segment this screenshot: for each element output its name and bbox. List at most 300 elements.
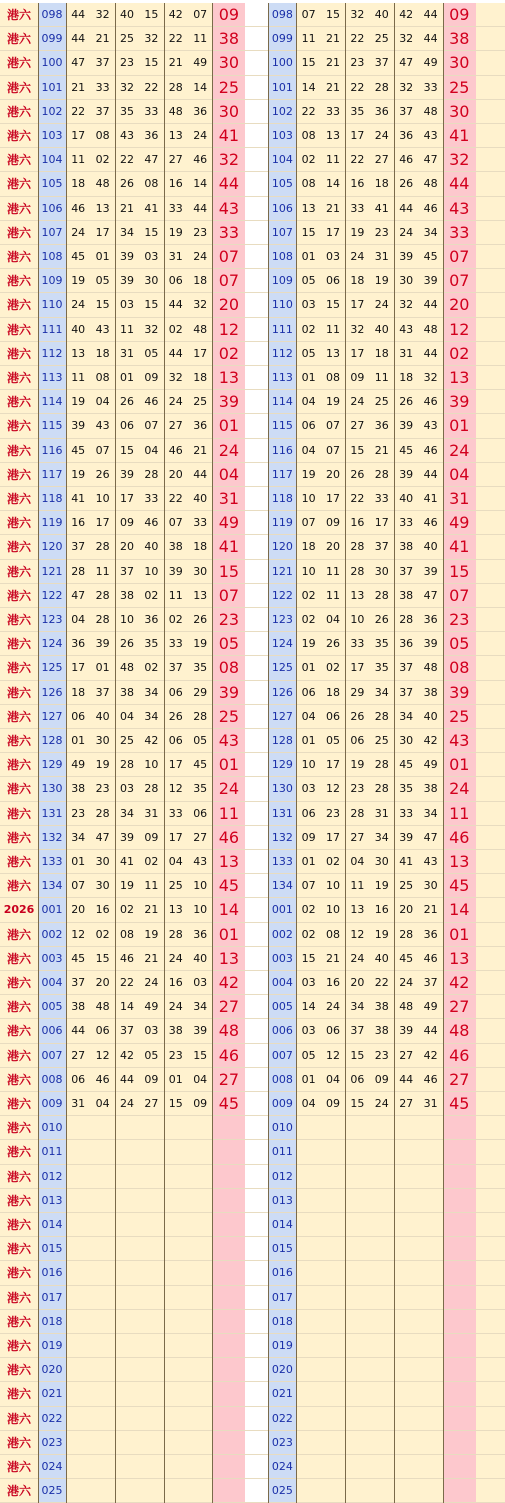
issue-number: 002 — [38, 923, 66, 947]
column-gap — [245, 923, 268, 947]
side-margin — [476, 898, 505, 922]
left-number: 03 — [139, 1019, 163, 1043]
sorted-number: 43 — [418, 414, 442, 438]
issue-number: 020 — [38, 1358, 66, 1382]
sorted-number: 15 — [296, 51, 320, 75]
left-number: 31 — [139, 802, 163, 826]
sorted-number — [418, 1310, 442, 1334]
left-number: 38 — [115, 584, 139, 608]
sorted-number: 04 — [296, 705, 320, 729]
lottery-label: 港六 — [0, 923, 38, 947]
sorted-number: 26 — [321, 632, 345, 656]
sorted-number: 22 — [345, 148, 369, 172]
sorted-number: 34 — [394, 705, 418, 729]
sorted-number — [418, 1165, 442, 1189]
left-number: 21 — [164, 51, 188, 75]
issue-number: 003 — [38, 947, 66, 971]
sorted-number: 46 — [418, 1068, 442, 1092]
sorted-number: 40 — [418, 705, 442, 729]
issue-number: 126 — [38, 681, 66, 705]
left-number: 06 — [164, 681, 188, 705]
issue-number: 020 — [268, 1358, 296, 1382]
table-row — [0, 269, 505, 293]
sorted-number: 15 — [296, 221, 320, 245]
issue-number: 106 — [38, 197, 66, 221]
left-special-number: 04 — [212, 463, 245, 487]
left-number: 32 — [90, 3, 114, 27]
issue-number: 131 — [268, 802, 296, 826]
sorted-number: 37 — [394, 560, 418, 584]
table-row — [0, 487, 505, 511]
sorted-number: 44 — [418, 1019, 442, 1043]
right-special-number: 30 — [443, 100, 476, 124]
table-row — [0, 439, 505, 463]
sorted-number: 35 — [370, 656, 394, 680]
side-margin — [476, 947, 505, 971]
side-margin — [476, 826, 505, 850]
left-number: 11 — [90, 560, 114, 584]
issue-number: 105 — [268, 172, 296, 196]
left-number: 19 — [66, 463, 90, 487]
table-row — [0, 753, 505, 777]
issue-number: 012 — [38, 1165, 66, 1189]
right-special-number: 27 — [443, 1068, 476, 1092]
table-row — [0, 1310, 505, 1334]
left-number: 18 — [188, 269, 212, 293]
left-number: 39 — [164, 560, 188, 584]
sorted-number: 22 — [345, 27, 369, 51]
left-special-number — [212, 1165, 245, 1189]
sorted-number: 23 — [345, 51, 369, 75]
left-number: 44 — [66, 3, 90, 27]
left-number: 24 — [139, 971, 163, 995]
left-number: 48 — [115, 656, 139, 680]
left-number: 36 — [188, 414, 212, 438]
column-gap — [245, 608, 268, 632]
side-margin — [476, 27, 505, 51]
left-number: 35 — [139, 632, 163, 656]
left-number: 07 — [188, 3, 212, 27]
issue-number: 102 — [38, 100, 66, 124]
left-number: 04 — [188, 1068, 212, 1092]
issue-number: 115 — [268, 414, 296, 438]
sorted-number: 36 — [394, 632, 418, 656]
right-special-number: 13 — [443, 366, 476, 390]
sorted-number: 32 — [394, 27, 418, 51]
left-number: 48 — [188, 318, 212, 342]
left-number: 25 — [188, 390, 212, 414]
left-number — [66, 1116, 90, 1140]
sorted-number: 39 — [418, 560, 442, 584]
left-number — [164, 1286, 188, 1310]
sorted-number: 17 — [345, 656, 369, 680]
sorted-number: 38 — [418, 777, 442, 801]
lottery-label: 港六 — [0, 632, 38, 656]
table-row — [0, 1286, 505, 1310]
issue-number: 002 — [268, 923, 296, 947]
left-special-number: 24 — [212, 439, 245, 463]
issue-number: 118 — [38, 487, 66, 511]
sorted-number: 01 — [296, 850, 320, 874]
issue-number: 008 — [268, 1068, 296, 1092]
sorted-number: 10 — [321, 874, 345, 898]
left-number: 01 — [90, 245, 114, 269]
table-row — [0, 826, 505, 850]
sorted-number: 30 — [370, 560, 394, 584]
left-number — [188, 1140, 212, 1164]
column-gap — [245, 729, 268, 753]
left-number: 17 — [164, 753, 188, 777]
issue-number: 116 — [268, 439, 296, 463]
left-special-number: 46 — [212, 1044, 245, 1068]
left-special-number: 24 — [212, 777, 245, 801]
sorted-number: 48 — [418, 172, 442, 196]
issue-number: 128 — [268, 729, 296, 753]
sorted-number: 32 — [394, 76, 418, 100]
sorted-number — [370, 1116, 394, 1140]
left-number: 22 — [164, 487, 188, 511]
sorted-number — [345, 1116, 369, 1140]
sorted-number — [296, 1334, 320, 1358]
left-number — [115, 1479, 139, 1503]
right-special-number: 07 — [443, 584, 476, 608]
table-row — [0, 1189, 505, 1213]
left-number: 24 — [164, 947, 188, 971]
left-number: 44 — [164, 342, 188, 366]
left-number — [188, 1213, 212, 1237]
issue-number: 130 — [268, 777, 296, 801]
left-number: 10 — [115, 608, 139, 632]
column-gap — [245, 1455, 268, 1479]
sorted-number — [394, 1382, 418, 1406]
left-number: 40 — [188, 947, 212, 971]
left-number: 02 — [139, 656, 163, 680]
issue-number: 107 — [38, 221, 66, 245]
sorted-number: 26 — [370, 608, 394, 632]
issue-number: 010 — [268, 1116, 296, 1140]
left-number: 48 — [164, 100, 188, 124]
column-gap — [245, 1382, 268, 1406]
column-gap — [245, 27, 268, 51]
left-number: 21 — [139, 947, 163, 971]
issue-number: 132 — [268, 826, 296, 850]
sorted-number — [345, 1140, 369, 1164]
sorted-number: 20 — [394, 898, 418, 922]
left-number: 19 — [164, 221, 188, 245]
sorted-number — [321, 1116, 345, 1140]
right-special-number: 48 — [443, 1019, 476, 1043]
left-number: 27 — [164, 148, 188, 172]
left-number: 04 — [139, 439, 163, 463]
column-gap — [245, 1044, 268, 1068]
issue-number: 001 — [268, 898, 296, 922]
left-number: 10 — [139, 753, 163, 777]
left-number: 46 — [139, 511, 163, 535]
issue-number: 116 — [38, 439, 66, 463]
sorted-number: 49 — [418, 51, 442, 75]
sorted-number: 31 — [418, 1092, 442, 1116]
side-margin — [476, 729, 505, 753]
left-number: 38 — [66, 777, 90, 801]
left-number: 05 — [90, 269, 114, 293]
sorted-number: 27 — [345, 826, 369, 850]
table-row — [0, 148, 505, 172]
left-number: 15 — [139, 3, 163, 27]
issue-number: 013 — [268, 1189, 296, 1213]
sorted-number — [418, 1140, 442, 1164]
issue-number: 009 — [38, 1092, 66, 1116]
issue-number: 107 — [268, 221, 296, 245]
left-number: 34 — [139, 705, 163, 729]
sorted-number: 16 — [370, 898, 394, 922]
sorted-number: 08 — [321, 366, 345, 390]
column-divider — [164, 3, 165, 1503]
sorted-number: 34 — [370, 681, 394, 705]
column-gap — [245, 76, 268, 100]
left-number: 18 — [188, 535, 212, 559]
issue-number: 122 — [268, 584, 296, 608]
issue-number: 015 — [38, 1237, 66, 1261]
left-number — [164, 1358, 188, 1382]
left-number: 33 — [90, 76, 114, 100]
right-special-number: 45 — [443, 874, 476, 898]
table-row — [0, 995, 505, 1019]
left-number: 33 — [188, 511, 212, 535]
left-number: 20 — [115, 535, 139, 559]
sorted-number: 39 — [394, 826, 418, 850]
lottery-label: 港六 — [0, 681, 38, 705]
side-margin — [476, 632, 505, 656]
right-special-number — [443, 1165, 476, 1189]
column-gap — [245, 656, 268, 680]
side-margin — [476, 1479, 505, 1503]
right-special-number: 01 — [443, 414, 476, 438]
sorted-number: 19 — [370, 874, 394, 898]
sorted-number: 48 — [418, 100, 442, 124]
sorted-number — [418, 1358, 442, 1382]
sorted-number: 02 — [321, 656, 345, 680]
table-row — [0, 414, 505, 438]
sorted-number: 06 — [321, 1019, 345, 1043]
issue-number: 110 — [268, 293, 296, 317]
left-number: 39 — [115, 269, 139, 293]
left-number — [115, 1237, 139, 1261]
sorted-number: 13 — [321, 342, 345, 366]
left-number: 17 — [90, 511, 114, 535]
left-number: 11 — [66, 366, 90, 390]
sorted-number — [321, 1286, 345, 1310]
left-number: 11 — [66, 148, 90, 172]
issue-number: 023 — [268, 1431, 296, 1455]
left-number: 09 — [139, 826, 163, 850]
left-number: 12 — [164, 777, 188, 801]
issue-number: 108 — [38, 245, 66, 269]
column-gap — [245, 632, 268, 656]
sorted-number: 37 — [370, 51, 394, 75]
sorted-number — [418, 1116, 442, 1140]
sorted-number: 19 — [345, 221, 369, 245]
sorted-number: 33 — [345, 632, 369, 656]
right-special-number — [443, 1479, 476, 1503]
table-row — [0, 1237, 505, 1261]
right-special-number: 45 — [443, 1092, 476, 1116]
side-margin — [476, 1310, 505, 1334]
side-margin — [476, 874, 505, 898]
column-divider — [212, 3, 213, 1503]
sorted-number: 14 — [321, 172, 345, 196]
sorted-number: 34 — [418, 802, 442, 826]
issue-number: 015 — [268, 1237, 296, 1261]
left-number: 02 — [164, 318, 188, 342]
sorted-number: 29 — [345, 681, 369, 705]
left-special-number: 07 — [212, 584, 245, 608]
right-special-number: 13 — [443, 947, 476, 971]
left-number — [115, 1358, 139, 1382]
table-row — [0, 197, 505, 221]
sorted-number: 02 — [296, 923, 320, 947]
sorted-number: 40 — [370, 318, 394, 342]
sorted-number — [321, 1407, 345, 1431]
left-number: 19 — [66, 390, 90, 414]
left-special-number: 25 — [212, 76, 245, 100]
issue-number: 110 — [38, 293, 66, 317]
left-number: 26 — [115, 632, 139, 656]
left-number: 47 — [66, 584, 90, 608]
side-margin — [476, 560, 505, 584]
left-number — [90, 1479, 114, 1503]
column-gap — [245, 1286, 268, 1310]
left-number: 23 — [90, 777, 114, 801]
sorted-number — [394, 1237, 418, 1261]
sorted-number: 28 — [370, 777, 394, 801]
left-number: 46 — [139, 390, 163, 414]
sorted-number: 36 — [418, 923, 442, 947]
right-special-number — [443, 1382, 476, 1406]
left-number — [66, 1358, 90, 1382]
side-margin — [476, 51, 505, 75]
table-row — [0, 318, 505, 342]
left-number: 39 — [188, 1019, 212, 1043]
right-special-number: 43 — [443, 729, 476, 753]
issue-number: 001 — [38, 898, 66, 922]
left-number — [90, 1213, 114, 1237]
sorted-number: 47 — [418, 148, 442, 172]
column-gap — [245, 366, 268, 390]
left-number — [139, 1358, 163, 1382]
left-number — [90, 1455, 114, 1479]
left-special-number: 32 — [212, 148, 245, 172]
left-number: 40 — [139, 535, 163, 559]
side-margin — [476, 1237, 505, 1261]
sorted-number — [321, 1189, 345, 1213]
left-special-number: 07 — [212, 269, 245, 293]
left-number: 04 — [164, 850, 188, 874]
sorted-number: 32 — [394, 293, 418, 317]
side-margin — [476, 681, 505, 705]
sorted-number: 06 — [345, 1068, 369, 1092]
column-gap — [245, 995, 268, 1019]
left-number: 44 — [188, 463, 212, 487]
side-margin — [476, 802, 505, 826]
lottery-label: 港六 — [0, 729, 38, 753]
sorted-number: 20 — [321, 463, 345, 487]
left-number: 28 — [66, 560, 90, 584]
sorted-number: 26 — [345, 463, 369, 487]
column-divider — [66, 3, 67, 1503]
left-number: 09 — [188, 1092, 212, 1116]
sorted-number: 44 — [418, 463, 442, 487]
sorted-number — [345, 1479, 369, 1503]
left-number — [66, 1431, 90, 1455]
side-margin — [476, 656, 505, 680]
table-row — [0, 705, 505, 729]
issue-number: 134 — [268, 874, 296, 898]
column-gap — [245, 560, 268, 584]
sorted-number: 44 — [394, 197, 418, 221]
left-number: 22 — [115, 971, 139, 995]
sorted-number — [394, 1310, 418, 1334]
lottery-label: 港六 — [0, 1358, 38, 1382]
sorted-number — [321, 1237, 345, 1261]
sorted-number: 36 — [418, 608, 442, 632]
sorted-number: 32 — [345, 3, 369, 27]
left-number: 35 — [188, 777, 212, 801]
sorted-number: 34 — [370, 826, 394, 850]
lottery-label: 港六 — [0, 753, 38, 777]
left-special-number — [212, 1382, 245, 1406]
sorted-number: 24 — [370, 1092, 394, 1116]
sorted-number: 35 — [370, 632, 394, 656]
sorted-number: 09 — [321, 1092, 345, 1116]
left-number: 49 — [139, 995, 163, 1019]
sorted-number: 06 — [321, 705, 345, 729]
sorted-number: 30 — [370, 850, 394, 874]
left-number: 36 — [139, 124, 163, 148]
issue-number: 109 — [268, 269, 296, 293]
left-special-number: 33 — [212, 221, 245, 245]
sorted-number: 27 — [345, 414, 369, 438]
issue-number: 121 — [268, 560, 296, 584]
sorted-number: 21 — [418, 898, 442, 922]
table-row — [0, 656, 505, 680]
left-number — [188, 1407, 212, 1431]
sorted-number — [296, 1358, 320, 1382]
left-number — [139, 1455, 163, 1479]
column-gap — [245, 293, 268, 317]
sorted-number: 24 — [370, 293, 394, 317]
issue-number: 021 — [268, 1382, 296, 1406]
sorted-number: 15 — [345, 1092, 369, 1116]
left-number: 37 — [115, 560, 139, 584]
column-gap — [245, 1165, 268, 1189]
left-number: 36 — [188, 100, 212, 124]
left-number — [90, 1261, 114, 1285]
table-row — [0, 1455, 505, 1479]
lottery-label: 港六 — [0, 535, 38, 559]
column-divider — [443, 3, 444, 1503]
left-number: 45 — [188, 753, 212, 777]
issue-number: 017 — [268, 1286, 296, 1310]
sorted-number: 13 — [345, 584, 369, 608]
left-number: 01 — [66, 729, 90, 753]
left-number: 28 — [164, 923, 188, 947]
right-special-number: 41 — [443, 124, 476, 148]
left-special-number: 08 — [212, 656, 245, 680]
right-special-number: 08 — [443, 656, 476, 680]
left-number: 39 — [115, 826, 139, 850]
left-number: 19 — [66, 269, 90, 293]
right-special-number: 11 — [443, 802, 476, 826]
